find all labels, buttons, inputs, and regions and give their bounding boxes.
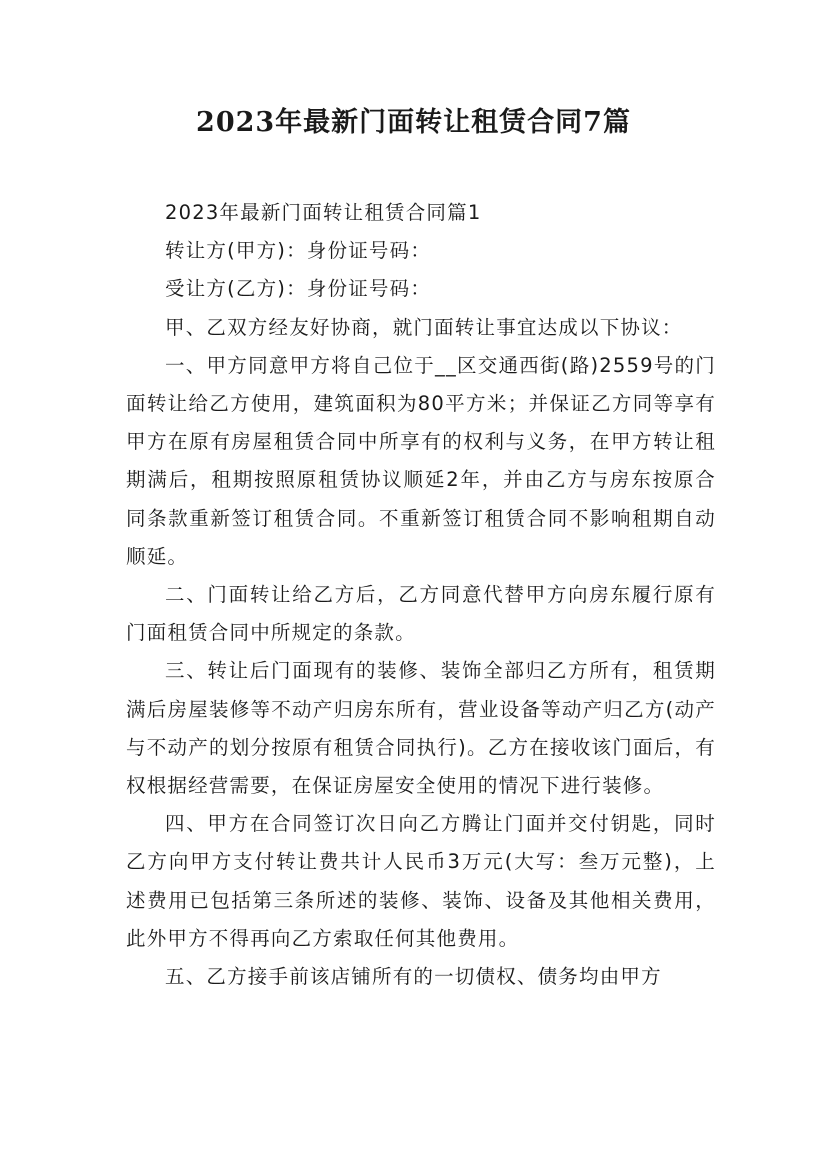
paragraph-clause-2: 二、门面转让给乙方后，乙方同意代替甲方向房东履行原有门面租赁合同中所规定的条款。: [126, 583, 716, 645]
paragraph-intro: 甲、乙双方经友好协商，就门面转让事宜达成以下协议：: [165, 315, 683, 339]
paragraph-clause-1: 一、甲方同意甲方将自己位于__区交通西街(路)2559号的门面转让给乙方使用，建筑面积为80平方米；并保证乙方同等享有甲方在原有房屋租赁合同中所享有的权利与义务，在甲方转让租期满后，租期按照原租赁协议顺延2年，并由乙方与房东按原合同条款重新签订租赁合同。不重新签订租赁合同不影响租期自动顺延。: [126, 353, 716, 568]
paragraph-transferee: 受让方(乙方)：身份证号码：: [165, 277, 432, 301]
paragraph-clause-4: 四、甲方在合同签订次日向乙方腾让门面并交付钥匙，同时乙方向甲方支付转让费共计人民币3万元(大写：叁万元整)，上述费用已包括第三条所述的装修、装饰、设备及其他相关费用，此外甲方不得再向乙方索取任何其他费用。: [126, 812, 716, 950]
paragraph-transferor: 转让方(甲方)：身份证号码：: [165, 239, 432, 263]
paragraph-heading: 2023年最新门面转让租赁合同篇1: [165, 201, 482, 224]
document-title: 2023年最新门面转让租赁合同7篇: [196, 107, 631, 138]
document-body: [126, 194, 716, 996]
paragraph-clause-5: 五、乙方接手前该店铺所有的一切债权、债务均由甲方: [165, 965, 662, 989]
paragraph-clause-3: 三、转让后门面现有的装修、装饰全部归乙方所有，租赁期满后房屋装修等不动产归房东所有，营业设备等动产归乙方(动产与不动产的划分按原有租赁合同执行)。乙方在接收该门面后，有权根据经营需要，在保证房屋安全使用的情况下进行装修。: [126, 659, 716, 798]
